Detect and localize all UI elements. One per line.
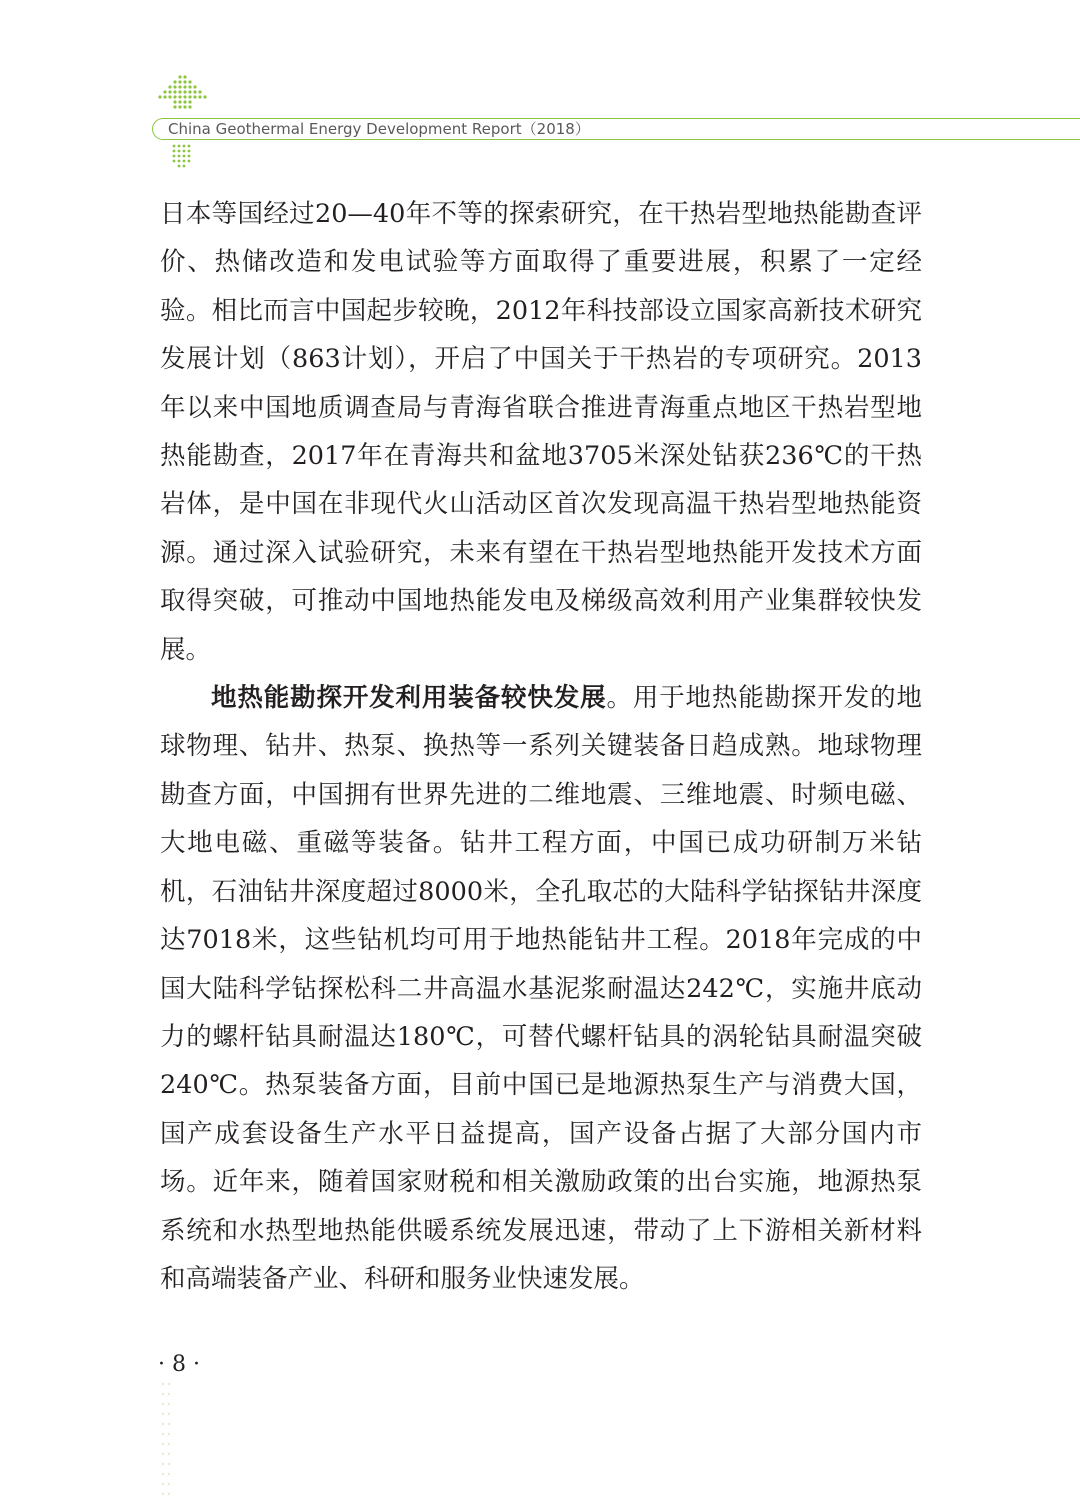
paragraph-1: 日本等国经过20—40年不等的探索研究，在干热岩型地热能勘查评价、热储改造和发电试验等方面取得了重要进展，积累了一定经验。相比而言中国起步较晚，2012年科技部设立国家高新技术研究发展计划（863计划），开启了中国关于干热岩的专项研究。2013年以来中国地质调查局与青海省联合推进青海重点地区干热岩型地热能勘查，2017年在青海共和盆地3705米深处钻获236℃的干热岩体，是中国在非现代火山活动区首次发现高温干热岩型地热能资源。通过深入试验研究，未来有望在干热岩型地热能开发技术方面取得突破，可推动中国地热能发电及梯级高效利用产业集群较快发展。 <box>160 199 922 665</box>
running-header-title: China Geothermal Energy Development Report（2018） <box>168 120 590 138</box>
green-dot-arrow-logo-icon <box>158 74 214 114</box>
paragraph-2 <box>160 674 922 1303</box>
paragraph-2-heading: 地热能勘探开发利用装备较快发展 <box>211 683 607 714</box>
page-number: · 8 · <box>158 1352 200 1377</box>
decorative-dots-icon <box>172 144 192 172</box>
decorative-dot-strip-icon <box>160 1380 172 1504</box>
paragraph-2-text: 。用于地热能勘探开发的地球物理、钻井、热泵、换热等一系列关键装备日趋成熟。地球物理勘查方面，中国拥有世界先进的二维地震、三维地震、时频电磁、大地电磁、重磁等装备。钻井工程方面，中国已成功研制万米钻机，石油钻井深度超过8000米，全孔取芯的大陆科学钻探钻井深度达7018米，这些钻机均可用于地热能钻井工程。2018年完成的中国大陆科学钻探松科二井高温水基泥浆耐温达242℃，实施井底动力的螺杆钻具耐温达180℃，可替代螺杆钻具的涡轮钻具耐温突破240℃。热泵装备方面，目前中国已是地源热泵生产与消费大国，国产成套设备生产水平日益提高，国产设备占据了大部分国内市场。近年来，随着国家财税和相关激励政策的出台实施，地源热泵系统和水热型地热能供暖系统发展迅速，带动了上下游相关新材料和高端装备产业、科研和服务业快速发展。 <box>160 683 922 1294</box>
body-text <box>160 190 922 1303</box>
